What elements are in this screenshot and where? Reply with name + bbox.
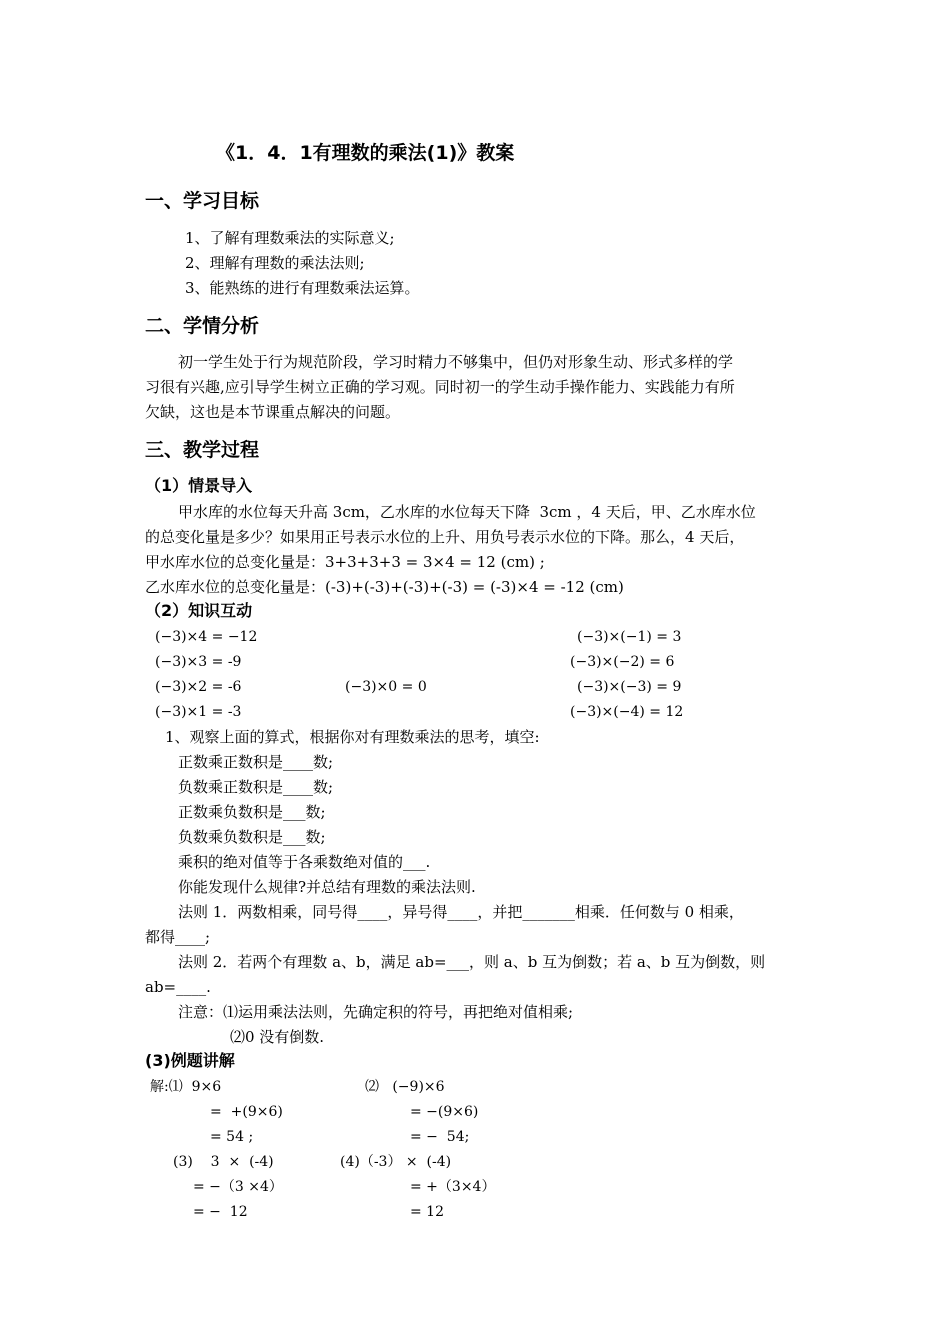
example-1-line: = +(9×6) — [210, 1104, 283, 1120]
paragraph-line: 的总变化量是多少？如果用正号表示水位的上升、用负号表示水位的下降。那么，4 天后， — [145, 528, 745, 546]
subheading-intro: （1）情景导入 — [145, 476, 253, 495]
section-heading-process: 三、教学过程 — [145, 439, 260, 461]
equation-right: (−3)×(−3) = 9 — [577, 679, 682, 695]
subheading-examples: (3)例题讲解 — [145, 1051, 235, 1070]
example-3-line: = −（3 ×4） — [193, 1179, 283, 1195]
fill-blank-line: 负数乘正数积是____数; — [178, 778, 334, 796]
paragraph-line: 甲水库的水位每天升高 3cm，乙水库的水位每天下降 3cm ，4 天后，甲、乙水库水位 — [178, 503, 756, 521]
paragraph-line: 初一学生处于行为规范阶段，学习时精力不够集中，但仍对形象生动、形式多样的学 — [178, 353, 734, 371]
section-heading-objectives: 一、学习目标 — [145, 190, 260, 212]
example-2-line: = − 54; — [410, 1129, 470, 1145]
page-title: 《1．4．1有理数的乘法(1)》教案 — [216, 142, 515, 164]
paragraph-line: 乙水库水位的总变化量是：(-3)+(-3)+(-3)+(-3) = (-3)×4 = -12 (cm) — [145, 578, 624, 596]
subheading-interaction: （2）知识互动 — [145, 601, 253, 620]
section-heading-analysis: 二、学情分析 — [145, 315, 260, 337]
fill-blank-line: 正数乘负数积是___数; — [178, 803, 326, 821]
example-4-line: = 12 — [410, 1204, 444, 1220]
equation-left: (−3)×1 = -3 — [155, 704, 242, 720]
example-3-line: = − 12 — [193, 1204, 248, 1220]
example-3-line: (3) 3 × (-4) — [173, 1154, 274, 1170]
equation-right: (−3)×(−2) = 6 — [570, 654, 675, 670]
objective-item: 3、能熟练的进行有理数乘法运算。 — [185, 279, 420, 297]
example-1-line: = 54 ; — [210, 1129, 254, 1145]
paragraph-line: 习很有兴趣,应引导学生树立正确的学习观。同时初一的学生动手操作能力、实践能力有所 — [145, 378, 735, 396]
fill-blank-line: 乘积的绝对值等于各乘数绝对值的___. — [178, 853, 431, 871]
equation-left: (−3)×3 = -9 — [155, 654, 242, 670]
fill-blank-line: 你能发现什么规律?并总结有理数的乘法法则. — [178, 878, 476, 896]
example-1-line: 解:⑴ 9×6 — [150, 1079, 222, 1095]
equation-middle: (−3)×0 = 0 — [345, 679, 427, 695]
rule-2: 法则 2．若两个有理数 a、b，满足 ab=___，则 a、b 互为倒数；若 a、b 互为倒数，则 — [178, 953, 766, 971]
equation-right: (−3)×(−1) = 3 — [577, 629, 682, 645]
objective-item: 1、了解有理数乘法的实际意义; — [185, 229, 395, 247]
example-2-line: = −(9×6) — [410, 1104, 479, 1120]
equation-left: (−3)×4 = −12 — [155, 629, 258, 645]
example-2-line: ⑵ (−9)×6 — [365, 1079, 445, 1095]
example-4-line: (4)（-3） × (-4) — [340, 1154, 452, 1170]
paragraph-line: 欠缺，这也是本节课重点解决的问题。 — [145, 403, 401, 421]
paragraph-line: 甲水库水位的总变化量是：3+3+3+3 = 3×4 = 12 (cm) ; — [145, 553, 545, 571]
rule-2-cont: ab=____. — [145, 978, 211, 996]
rule-1-cont: 都得____; — [145, 928, 211, 946]
note-2: ⑵0 没有倒数. — [230, 1028, 325, 1046]
equation-left: (−3)×2 = -6 — [155, 679, 242, 695]
fill-blank-line: 负数乘负数积是___数; — [178, 828, 326, 846]
objective-item: 2、理解有理数的乘法法则; — [185, 254, 365, 272]
rule-1: 法则 1．两数相乘，同号得____，异号得____，并把_______相乘．任何数与 0 相乘， — [178, 903, 744, 921]
equation-right: (−3)×(−4) = 12 — [570, 704, 684, 720]
example-4-line: = +（3×4） — [410, 1179, 496, 1195]
fill-blank-line: 正数乘正数积是____数; — [178, 753, 334, 771]
note-1: 注意：⑴运用乘法法则，先确定积的符号，再把绝对值相乘; — [178, 1003, 574, 1021]
question-1: 1、观察上面的算式，根据你对有理数乘法的思考，填空: — [165, 728, 540, 746]
